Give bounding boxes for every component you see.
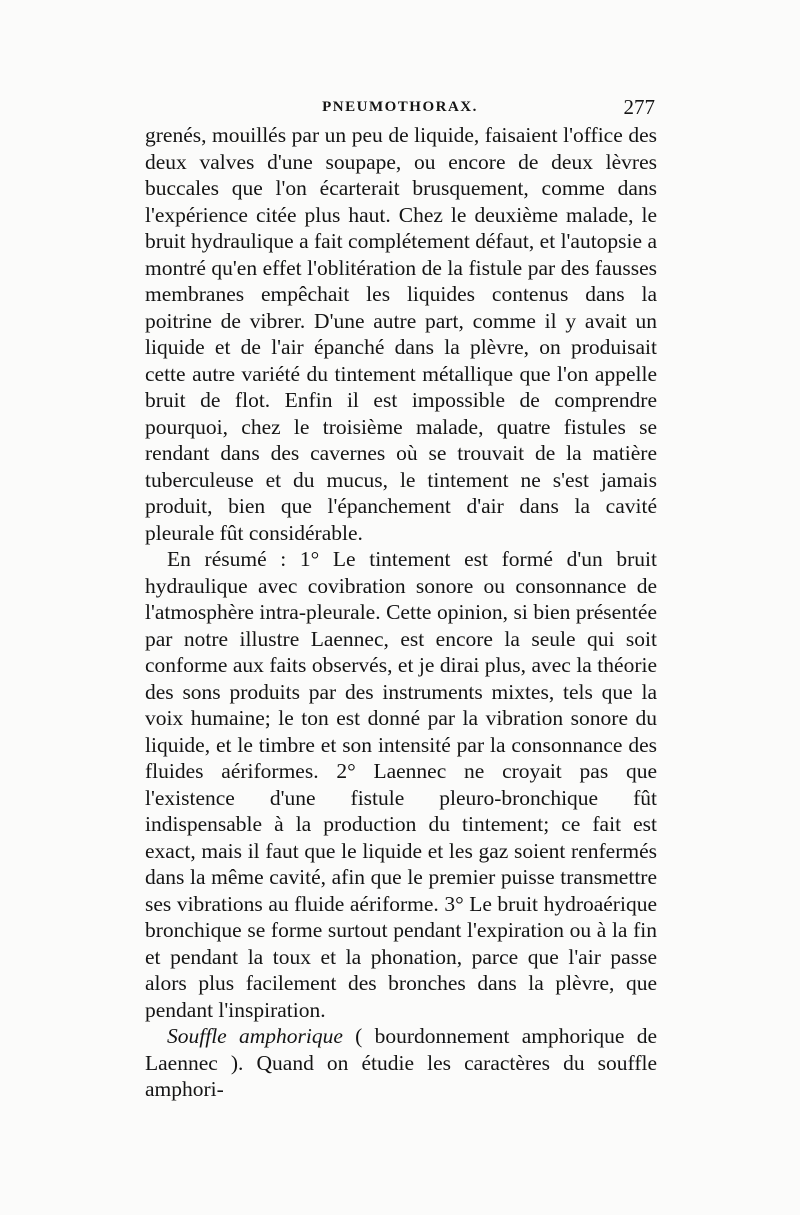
running-head bbox=[145, 97, 655, 121]
section-term: Souffle amphorique bbox=[167, 1024, 343, 1048]
paragraph-continuation: grenés, mouillés par un peu de liquide, faisaient l'office des deux valves d'une soupape, ou encore de deux lèvres buccales que l'on écarterait brusquement, comme dans l'expérience citée plus haut. Chez le deuxième malade, le bruit hydraulique a fait complétement défaut, et l'autopsie a montré qu'en effet l'oblitération de la fistule par des fausses membranes empêchait les liquides contenus dans la poitrine de vibrer. D'une autre part, comme il y avait un liquide et de l'air épanché dans la plèvre, on produisait cette autre variété du tintement métallique que l'on appelle bruit de flot. Enfin il est impossible de comprendre pourquoi, chez le troisième malade, quatre fistules se rendant dans des cavernes où se trouvait de la matière tuberculeuse et du mucus, le tintement ne s'est jamais produit, bien que l'épanchement d'air dans la cavité pleurale fût considérable. bbox=[145, 123, 657, 545]
running-title: PNEUMOTHORAX. bbox=[322, 99, 478, 115]
paragraph-souffle bbox=[145, 1023, 657, 1103]
paragraph-souffle-text: ( bourdonnement amphorique de Laennec ). Quand on étudie les caractères du souffle amphori- bbox=[145, 1024, 658, 1101]
paragraph-summary: En résumé : 1° Le tintement est formé d'un bruit hydraulique avec covibration sonore ou consonnance de l'atmosphère intra-pleurale. Cette opinion, si bien présentée par notre illustre Laennec, est encore la seule qui soit conforme aux faits observés, et je dirai plus, avec la théorie des sons produits par des instruments mixtes, tels que la voix humaine; le ton est donné par la vibration sonore du liquide, et le timbre et son intensité par la consonnance des fluides aériformes. 2° Laennec ne croyait pas que l'existence d'une fistule pleuro-bronchique fût indispensable à la production du tintement; ce fait est exact, mais il faut que le liquide et les gaz soient renfermés dans la même cavité, afin que le premier puisse transmettre ses vibrations au fluide aériforme. 3° Le bruit hydroaérique bronchique se forme surtout pendant l'expiration ou à la fin et pendant la toux et la phonation, parce que l'air passe alors plus facilement des bronches dans la plèvre, que pendant l'inspiration. bbox=[145, 547, 657, 1022]
page-number: 277 bbox=[623, 95, 655, 119]
body-text bbox=[145, 122, 657, 1103]
